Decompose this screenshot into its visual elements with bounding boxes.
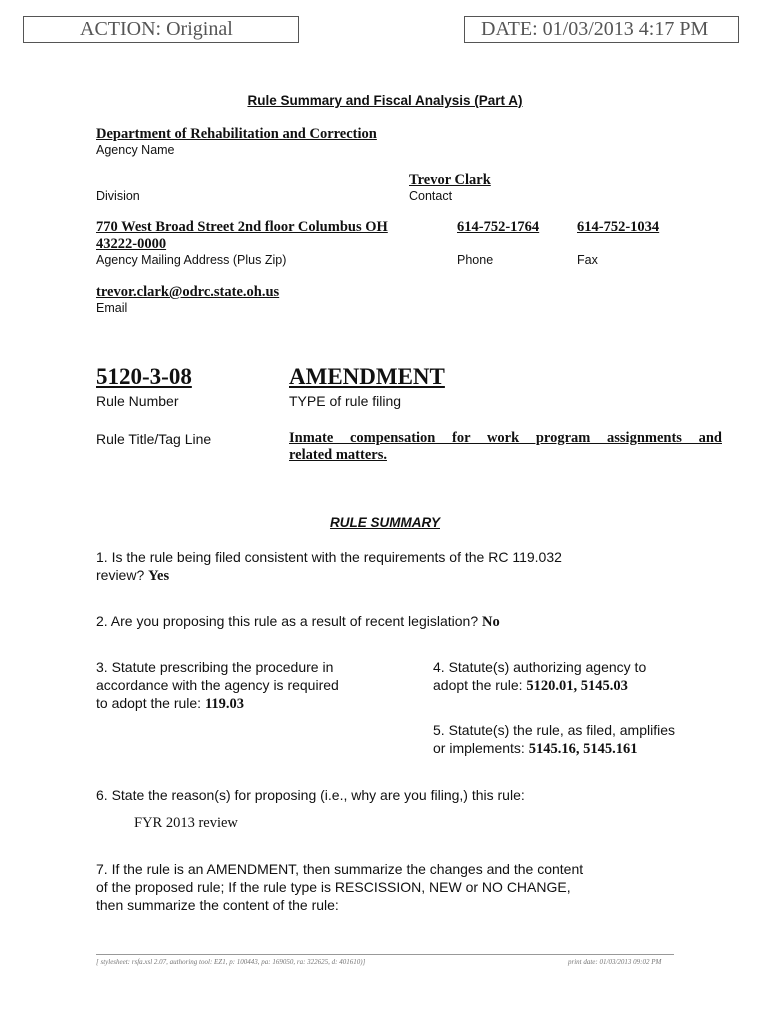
footer-divider — [96, 954, 674, 955]
rule-title-label: Rule Title/Tag Line — [96, 431, 212, 447]
agency-name-value: Department of Rehabilitation and Correction — [96, 126, 377, 142]
agency-name-label: Agency Name — [96, 143, 175, 157]
question-4-answer: 5120.01, 5145.03 — [526, 678, 628, 694]
question-6: 6. State the reason(s) for proposing (i.e., why are you filing,) this rule: — [96, 787, 525, 803]
email-value: trevor.clark@odrc.state.oh.us — [96, 284, 280, 300]
question-3-line-1: 3. Statute prescribing the procedure in — [96, 659, 334, 675]
question-4-line-1: 4. Statute(s) authorizing agency to — [433, 659, 647, 675]
question-5-line-1: 5. Statute(s) the rule, as filed, amplifies — [433, 722, 675, 738]
question-2-answer: No — [482, 614, 500, 630]
question-7-line-2: of the proposed rule; If the rule type is RESCISSION, NEW or NO CHANGE, — [96, 879, 571, 895]
question-3-answer: 119.03 — [204, 696, 245, 712]
question-3-text: to adopt the rule: — [96, 695, 202, 711]
date-box: DATE: 01/03/2013 4:17 PM — [464, 16, 739, 43]
rule-number-value: 5120-3-08 — [96, 364, 192, 389]
fax-value: 614-752-1034 — [577, 219, 660, 235]
question-1-line-2 — [96, 566, 169, 585]
question-7-line-3: then summarize the content of the rule: — [96, 897, 339, 913]
question-2 — [96, 612, 500, 631]
question-6-answer: FYR 2013 review — [134, 815, 238, 831]
rule-type-label: TYPE of rule filing — [289, 393, 402, 409]
footer-print-date: print date: 01/03/2013 09:02 PM — [568, 958, 662, 966]
fax-label: Fax — [577, 253, 598, 267]
phone-label: Phone — [457, 253, 494, 267]
question-3-line-3 — [96, 694, 244, 713]
question-2-text: 2. Are you proposing this rule as a result of recent legislation? — [96, 613, 479, 629]
action-box: ACTION: Original — [23, 16, 299, 43]
rule-number-label: Rule Number — [96, 393, 179, 409]
rule-title-line-1: Inmate compensation for work program assignments and — [289, 430, 722, 446]
division-label: Division — [96, 189, 140, 203]
question-5-text: or implements: — [433, 740, 525, 756]
question-1-answer: Yes — [148, 568, 170, 584]
contact-value: Trevor Clark — [409, 172, 491, 188]
rule-summary-heading: RULE SUMMARY — [329, 515, 440, 530]
phone-value: 614-752-1764 — [457, 219, 540, 235]
address-line-2: 43222-0000 — [96, 236, 167, 252]
question-1-line-1: 1. Is the rule being filed consistent with the requirements of the RC 119.032 — [96, 549, 562, 565]
question-1-text: review? — [96, 567, 145, 583]
question-4-line-2 — [433, 676, 628, 695]
contact-label: Contact — [409, 189, 453, 203]
document-title: Rule Summary and Fiscal Analysis (Part A) — [247, 93, 523, 108]
rule-type-value: AMENDMENT — [289, 364, 445, 389]
email-label: Email — [96, 301, 128, 315]
address-label: Agency Mailing Address (Plus Zip) — [96, 253, 287, 267]
question-4-text: adopt the rule: — [433, 677, 523, 693]
footer-stylesheet-info: [ stylesheet: rsfa.xsl 2.07, authoring tool: EZ1, p: 100443, pa: 169050, ra: 322625, d: 401610)] — [96, 958, 366, 966]
question-7-line-1: 7. If the rule is an AMENDMENT, then summarize the changes and the content — [96, 861, 584, 877]
question-5-line-2 — [433, 739, 637, 758]
address-line-1: 770 West Broad Street 2nd floor Columbus OH — [96, 219, 388, 235]
rule-title-line-2: related matters. — [289, 447, 387, 463]
question-3-line-2: accordance with the agency is required — [96, 677, 339, 693]
question-5-answer: 5145.16, 5145.161 — [528, 741, 638, 757]
